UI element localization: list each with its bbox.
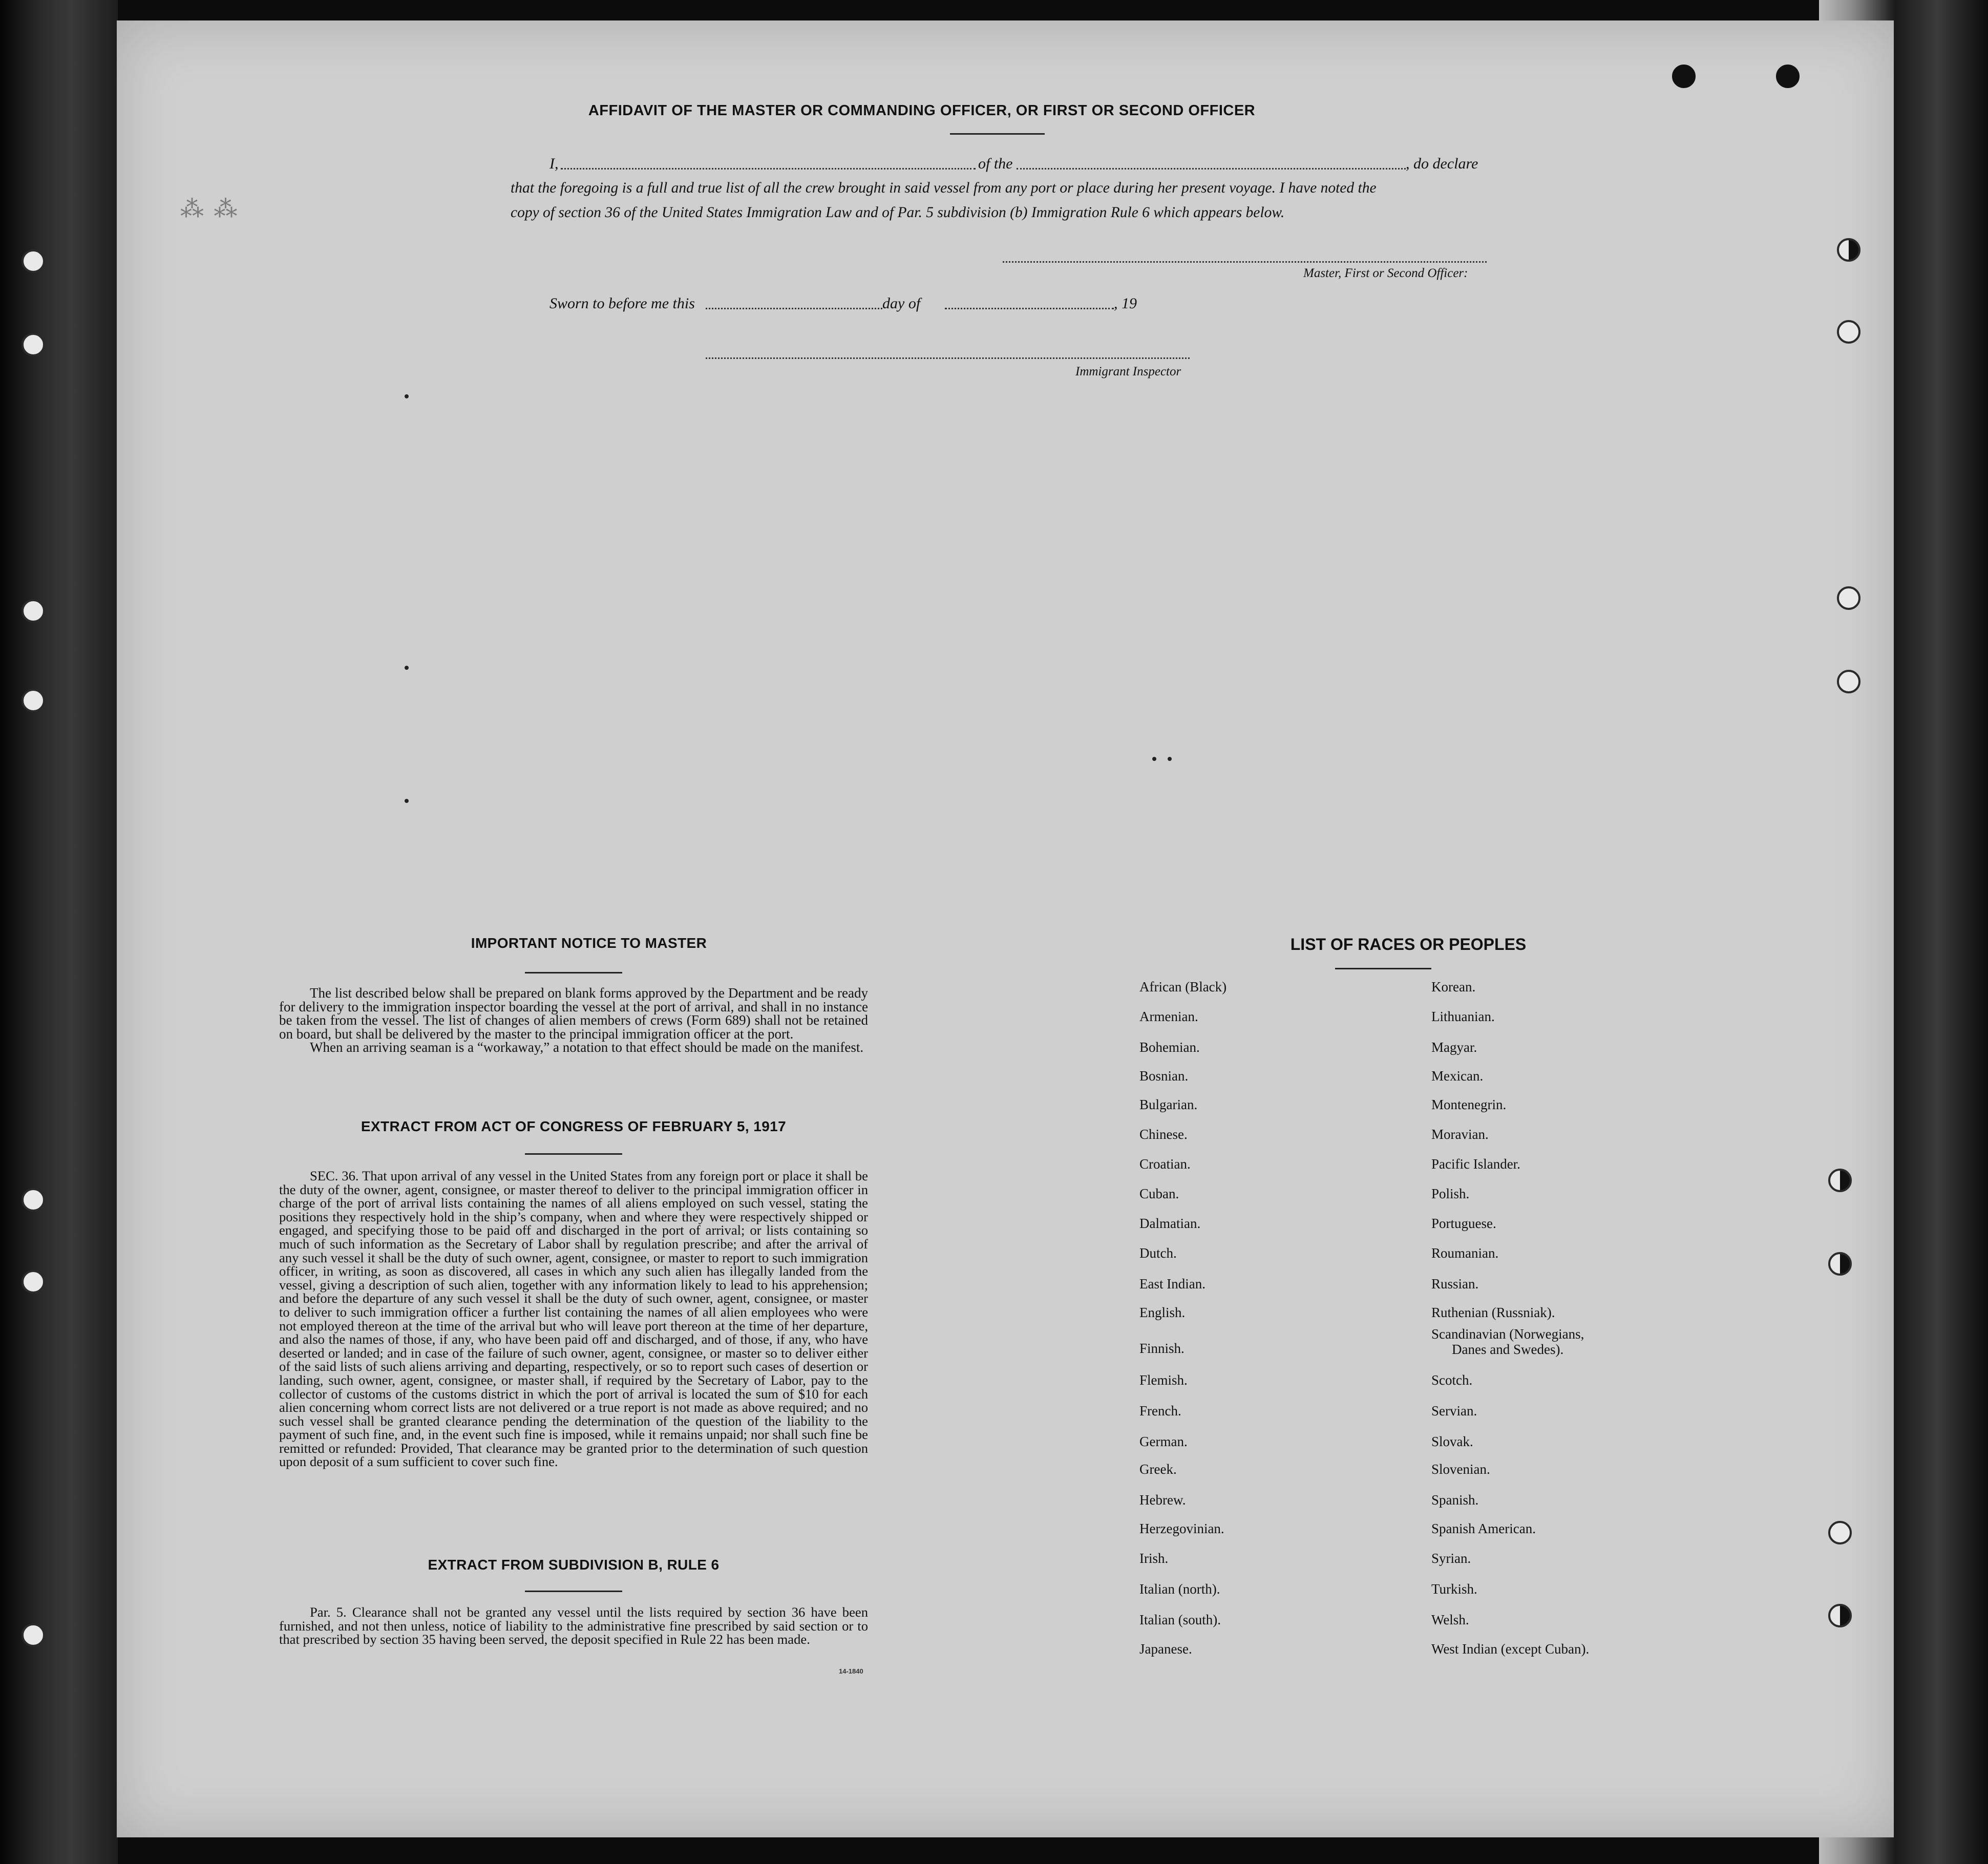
punch-hole	[22, 249, 45, 273]
affidavit-of-the: of the	[978, 155, 1013, 172]
punch-hole	[1828, 1521, 1852, 1544]
section-36-text: SEC. 36. That upon arrival of any vessel in the United States from any foreign port or place it shall be the duty of the owner, agent, consignee, or master thereof to deliver to the principal immigration officer in charge of the port of arrival lists containing the names of all aliens employed on such vessel, stating the positions they respectively hold in the ship’s company, when and where they were respectively shipped or engaged, and specifying those to be paid off and discharged in the port of arrival; or lists containing so much of such information as the Secretary of Labor shall by regulation prescribe; and after the arrival of any such vessel it shall be the duty of such owner, agent, consignee, or master to report to such immigration officer, in writing, as soon as discovered, all cases in which any such alien has illegally landed from the vessel, giving a description of such alien, together with any information likely to lead to his apprehension; and before the departure of any such vessel it shall be the duty of such owner, agent, consignee, or master to deliver to such immigration officer a further list containing the names of all alien employees who were not employed thereon at the time of the arrival but who will leave port thereon at the time of her departure, and also the names of those, if any, who have been paid off and discharged, and of those, if any, who have deserted or landed; and in case of the failure of such owner, agent, consignee, or master so to deliver either of the said lists of such aliens arriving and departing, respectively, or so to report such cases of desertion or landing, such owner, agent, consignee, or master shall, if required by the Secretary of Labor, pay to the collector of customs of the customs district in which the port of arrival is located the sum of $10 for each alien concerning whom correct lists are not delivered or a true report is not made as above required; and no such vessel shall be granted clearance pending the determination of the question of the liability to the payment of such fine, and, in the event such fine is imposed, while it remains unpaid; nor shall such fine be remitted or refunded: Provided, That clearance may be granted prior to the determination of such question upon deposit of a sum sufficient to cover such fine.	[279, 1168, 868, 1470]
punch-hole	[22, 1188, 45, 1212]
race-right-item-11: Russian.	[1431, 1276, 1479, 1291]
race-right-item-9: Portuguese.	[1431, 1216, 1496, 1231]
race-right-item-18: Slovenian.	[1431, 1461, 1490, 1477]
punch-hole	[1828, 1252, 1852, 1276]
race-right-item-15: Scotch.	[1431, 1372, 1473, 1388]
race-left-item-10: Dutch.	[1139, 1245, 1177, 1261]
race-left-item-18: Hebrew.	[1139, 1492, 1186, 1508]
race-left-item-21: Italian (north).	[1139, 1581, 1220, 1597]
affidavit-line-1	[549, 151, 559, 177]
act-extract-body	[279, 1169, 868, 1469]
punch-hole	[1837, 670, 1860, 693]
punch-hole	[22, 689, 45, 712]
race-right-item-5: Montenegrin.	[1431, 1097, 1507, 1112]
race-left-item-8: Cuban.	[1139, 1186, 1179, 1201]
race-right-item-2: Lithuanian.	[1431, 1009, 1495, 1024]
race-right-item-7: Pacific Islander.	[1431, 1156, 1520, 1172]
punch-hole	[22, 333, 45, 356]
affidavit-title: AFFIDAVIT OF THE MASTER OR COMMANDING OFFICER, OR FIRST OR SECOND OFFICER	[588, 102, 1256, 119]
inspector-signature-blank[interactable]	[706, 357, 1190, 359]
vessel-blank[interactable]	[1017, 168, 1406, 170]
scan-border-left	[0, 0, 118, 1864]
title-underline	[950, 133, 1045, 135]
race-right-item-23: Welsh.	[1431, 1612, 1469, 1627]
race-left-item-3: Bohemian.	[1139, 1040, 1200, 1055]
dust-speck	[1168, 757, 1172, 761]
sworn-month-blank[interactable]	[945, 308, 1114, 309]
race-left-item-20: Irish.	[1139, 1551, 1169, 1566]
punch-hole	[1837, 586, 1860, 610]
race-right-item-14: Danes and Swedes).	[1452, 1342, 1564, 1357]
faint-stamp: ⁂ ⁂	[180, 196, 240, 222]
race-right-item-8: Polish.	[1431, 1186, 1470, 1201]
race-right-item-4: Mexican.	[1431, 1068, 1484, 1084]
rule-extract-body	[279, 1605, 868, 1646]
affidavit-i: I,	[549, 155, 559, 172]
race-right-item-16: Servian.	[1431, 1403, 1477, 1418]
race-left-item-15: French.	[1139, 1403, 1181, 1418]
act-extract-title: EXTRACT FROM ACT OF CONGRESS OF FEBRUARY 5, 1917	[361, 1118, 787, 1134]
punch-hole	[1828, 1604, 1852, 1627]
punch-hole	[22, 599, 45, 623]
notice-body	[279, 986, 868, 1054]
sworn-day-blank[interactable]	[706, 308, 882, 309]
punch-hole	[1776, 65, 1800, 88]
race-right-item-22: Turkish.	[1431, 1581, 1477, 1597]
rule-extract-underline	[525, 1591, 622, 1592]
year-prefix: , 19	[1114, 295, 1137, 312]
race-right-item-24: West Indian (except Cuban).	[1431, 1641, 1590, 1657]
race-left-item-4: Bosnian.	[1139, 1068, 1189, 1084]
dust-speck	[405, 799, 409, 803]
notice-paragraph-2: When an arriving seaman is a “workaway,” a notation to that effect should be made on the manifest.	[310, 1040, 864, 1055]
dust-speck	[405, 666, 409, 670]
par-5-text: Par. 5. Clearance shall not be granted any vessel until the lists required by section 36 have been furnished, and not then unless, notice of liability to the administrative fine prescribed by said section or to that prescribed by section 35 having been served, the deposit specified in Rule 22 has been made.	[279, 1604, 868, 1647]
act-extract-underline	[525, 1153, 622, 1155]
rule-extract-title: EXTRACT FROM SUBDIVISION B, RULE 6	[428, 1557, 720, 1573]
race-right-item-13: Scandinavian (Norwegians,	[1431, 1326, 1584, 1342]
race-right-item-19: Spanish.	[1431, 1492, 1479, 1508]
race-right-item-12: Ruthenian (Russniak).	[1431, 1305, 1555, 1320]
punch-hole	[22, 1623, 45, 1647]
race-right-item-3: Magyar.	[1431, 1040, 1477, 1055]
race-left-item-16: German.	[1139, 1434, 1188, 1449]
races-underline	[1335, 968, 1431, 969]
race-left-item-11: East Indian.	[1139, 1276, 1206, 1291]
race-right-item-1: Korean.	[1431, 979, 1476, 994]
race-right-item-20: Spanish American.	[1431, 1521, 1536, 1536]
dust-speck	[405, 394, 409, 398]
race-left-item-9: Dalmatian.	[1139, 1216, 1201, 1231]
notice-paragraph-1: The list described below shall be prepared on blank forms approved by the Department and be ready for delivery to the immigration inspector boarding the vessel at the port of arrival, and shall in no instance be taken from the vessel. The list of changes of alien members of crews (Form 689) shall not be retained on board, but shall be delivered by the master to the principal immigration officer at the port.	[279, 985, 868, 1042]
race-right-item-21: Syrian.	[1431, 1551, 1471, 1566]
race-left-item-6: Chinese.	[1139, 1127, 1188, 1142]
notice-title: IMPORTANT NOTICE TO MASTER	[471, 935, 707, 951]
officer-caption: Master, First or Second Officer:	[1303, 266, 1468, 280]
race-right-item-6: Moravian.	[1431, 1127, 1489, 1142]
race-left-item-2: Armenian.	[1139, 1009, 1198, 1024]
notice-underline	[525, 972, 622, 973]
race-left-item-12: English.	[1139, 1305, 1186, 1320]
race-left-item-23: Japanese.	[1139, 1641, 1192, 1657]
affidavit-line-3: copy of section 36 of the United States Immigration Law and of Par. 5 subdivision (b) Immigration Rule 6 which appears below.	[511, 204, 1285, 221]
sworn-text: Sworn to before me this	[549, 295, 695, 312]
race-left-item-19: Herzegovinian.	[1139, 1521, 1224, 1536]
inspector-caption: Immigrant Inspector	[1075, 365, 1181, 378]
affidavit-do-declare: , do declare	[1406, 155, 1478, 172]
race-right-item-17: Slovak.	[1431, 1434, 1473, 1449]
day-of-text: day of	[882, 295, 921, 312]
race-left-item-14: Flemish.	[1139, 1372, 1188, 1388]
punch-hole	[1828, 1169, 1852, 1192]
affidavit-line-2: that the foregoing is a full and true list of all the crew brought in said vessel from any port or place during her present voyage. I have noted the	[511, 180, 1377, 196]
officer-signature-blank[interactable]	[1003, 261, 1487, 263]
race-left-item-13: Finnish.	[1139, 1341, 1185, 1356]
punch-hole	[1672, 65, 1696, 88]
dust-speck	[1152, 757, 1156, 761]
race-left-item-17: Greek.	[1139, 1461, 1177, 1477]
race-left-item-5: Bulgarian.	[1139, 1097, 1198, 1112]
form-number: 14-1840	[839, 1667, 863, 1675]
punch-hole	[22, 1270, 45, 1294]
race-left-item-22: Italian (south).	[1139, 1612, 1221, 1627]
race-left-item-1: African (Black)	[1139, 979, 1227, 994]
punch-hole	[1837, 320, 1860, 344]
race-right-item-10: Roumanian.	[1431, 1245, 1499, 1261]
punch-hole	[1837, 238, 1860, 262]
race-left-item-7: Croatian.	[1139, 1156, 1191, 1172]
races-title: LIST OF RACES OR PEOPLES	[1290, 935, 1527, 954]
name-blank[interactable]	[561, 168, 976, 170]
